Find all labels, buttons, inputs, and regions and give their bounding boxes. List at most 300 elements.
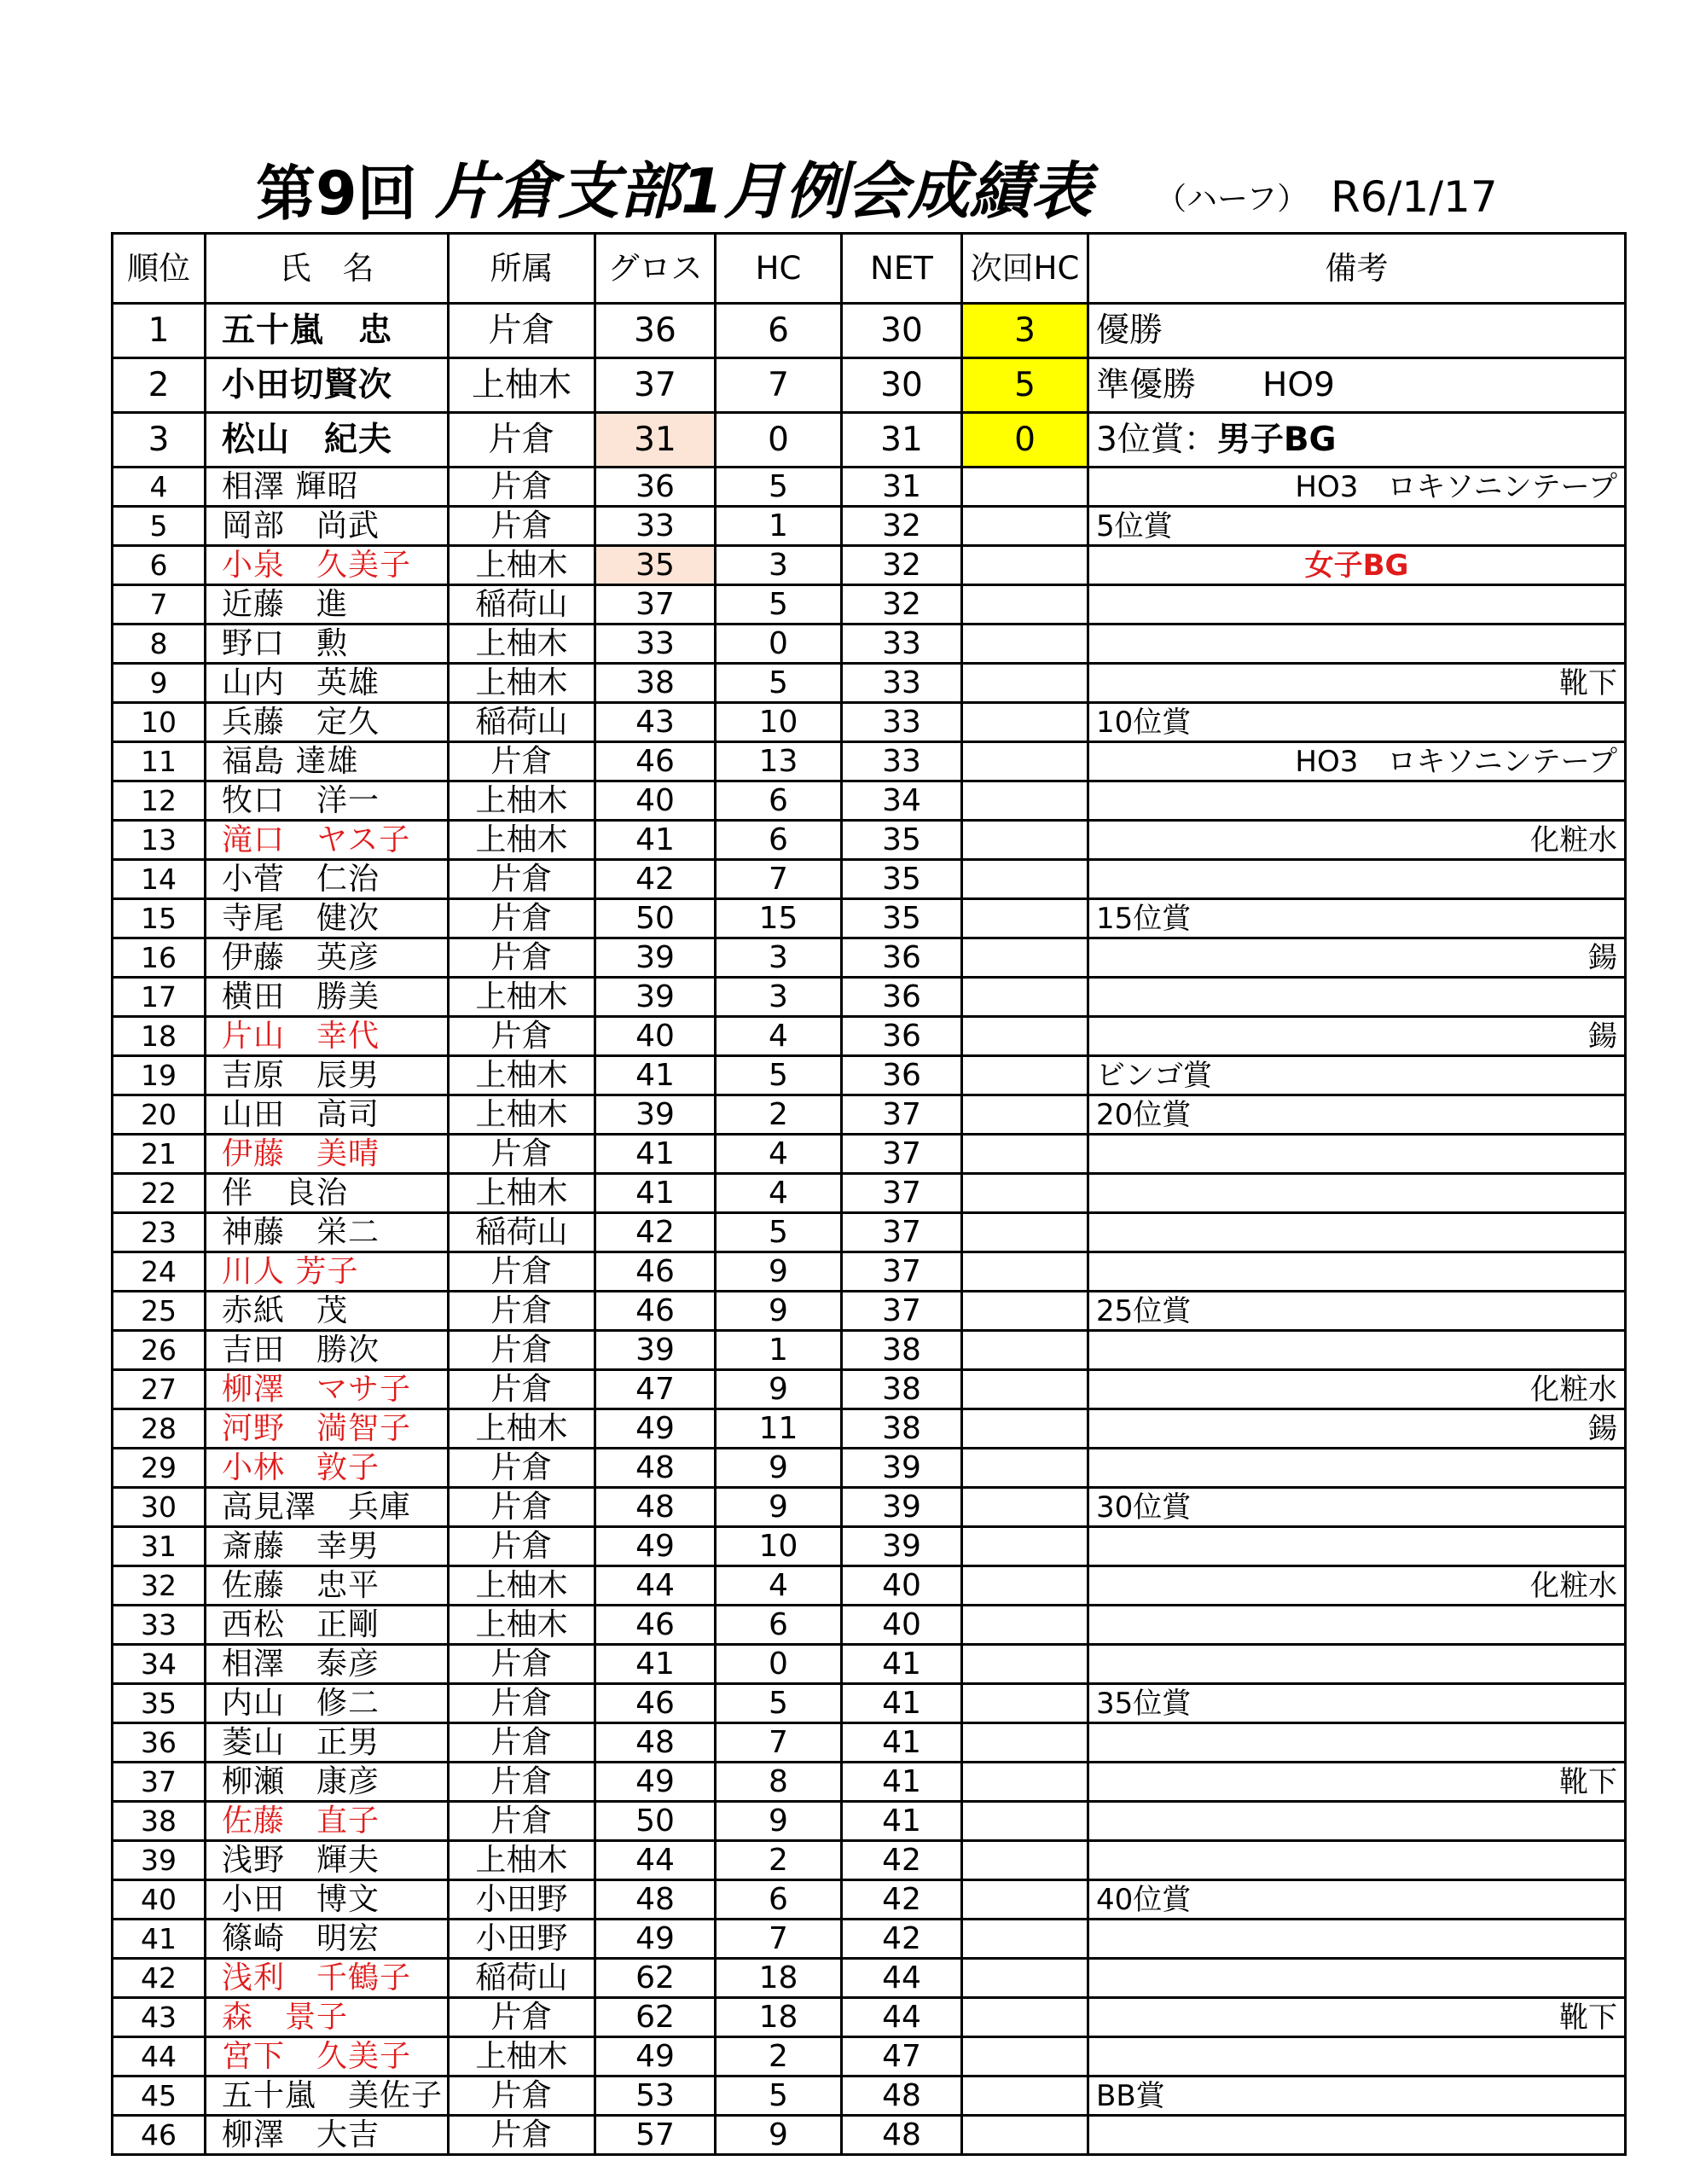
table-row — [113, 507, 1626, 546]
net-cell: 37 — [842, 1213, 962, 1252]
table-row — [113, 1920, 1626, 1959]
note-cell — [1088, 1213, 1626, 1252]
rank-cell: 25 — [113, 1292, 206, 1331]
note-cell: HO3 ロキソニンテープ — [1088, 468, 1626, 507]
name-cell: 篠崎 明宏 — [206, 1920, 449, 1959]
hc-cell: 9 — [716, 1370, 842, 1409]
next-hc-cell — [962, 1920, 1088, 1959]
table-row — [113, 1174, 1626, 1213]
gross-cell: 44 — [595, 1566, 716, 1606]
net-cell: 37 — [842, 1174, 962, 1213]
club-cell: 片倉 — [449, 413, 595, 468]
net-cell: 33 — [842, 742, 962, 781]
table-row — [113, 1606, 1626, 1645]
next-hc-cell — [962, 781, 1088, 821]
note-cell — [1088, 1920, 1626, 1959]
rank-cell: 34 — [113, 1645, 206, 1684]
name-cell: 西松 正剛 — [206, 1606, 449, 1645]
gross-cell: 41 — [595, 1645, 716, 1684]
next-hc-cell — [962, 1213, 1088, 1252]
next-hc-cell — [962, 1527, 1088, 1566]
gross-cell: 48 — [595, 1723, 716, 1763]
net-cell: 39 — [842, 1449, 962, 1488]
hc-cell: 15 — [716, 899, 842, 938]
note-cell: 化粧水 — [1088, 1566, 1626, 1606]
hc-cell: 4 — [716, 1174, 842, 1213]
gross-cell: 37 — [595, 585, 716, 624]
gross-cell: 42 — [595, 860, 716, 899]
name-cell: 近藤 進 — [206, 585, 449, 624]
gross-cell: 46 — [595, 1292, 716, 1331]
rank-cell: 12 — [113, 781, 206, 821]
rank-cell: 42 — [113, 1959, 206, 1998]
header-notes: 備考 — [1088, 234, 1626, 304]
note-cell — [1088, 1331, 1626, 1370]
name-cell: 山田 高司 — [206, 1095, 449, 1135]
gross-cell: 47 — [595, 1370, 716, 1409]
next-hc-cell — [962, 585, 1088, 624]
name-cell: 小田切賢次 — [206, 358, 449, 413]
gross-cell: 46 — [595, 1684, 716, 1723]
next-hc-cell — [962, 1959, 1088, 1998]
gross-cell: 36 — [595, 304, 716, 358]
hc-cell: 5 — [716, 468, 842, 507]
net-cell: 34 — [842, 781, 962, 821]
next-hc-cell — [962, 1409, 1088, 1449]
net-cell: 35 — [842, 860, 962, 899]
rank-cell: 19 — [113, 1056, 206, 1095]
next-hc-cell — [962, 1841, 1088, 1880]
name-cell: 佐藤 忠平 — [206, 1566, 449, 1606]
hc-cell: 9 — [716, 1292, 842, 1331]
club-cell: 片倉 — [449, 1017, 595, 1056]
name-cell: 柳澤 マサ子 — [206, 1370, 449, 1409]
next-hc-cell: 0 — [962, 413, 1088, 468]
next-hc-cell — [962, 2077, 1088, 2116]
next-hc-cell — [962, 1292, 1088, 1331]
note-cell: 鍚 — [1088, 1409, 1626, 1449]
title-date: R6/1/17 — [1331, 172, 1498, 222]
hc-cell: 6 — [716, 1880, 842, 1920]
table-row — [113, 899, 1626, 938]
rank-cell: 3 — [113, 413, 206, 468]
rank-cell: 17 — [113, 978, 206, 1017]
header-next-hc: 次回HC — [962, 234, 1088, 304]
club-cell: 片倉 — [449, 1135, 595, 1174]
club-cell: 片倉 — [449, 1252, 595, 1292]
gross-cell: 35 — [595, 546, 716, 585]
name-cell: 森 景子 — [206, 1998, 449, 2037]
note-cell: 5位賞 — [1088, 507, 1626, 546]
name-cell: 横田 勝美 — [206, 978, 449, 1017]
title-prefix: 第9回 — [256, 159, 417, 229]
rank-cell: 6 — [113, 546, 206, 585]
next-hc-cell — [962, 978, 1088, 1017]
header-hc: HC — [716, 234, 842, 304]
note-cell — [1088, 585, 1626, 624]
gross-cell: 46 — [595, 1252, 716, 1292]
name-cell: 吉田 勝次 — [206, 1331, 449, 1370]
title-kind: （ハーフ） — [1156, 182, 1308, 217]
rank-cell: 44 — [113, 2037, 206, 2077]
note-cell — [1088, 1723, 1626, 1763]
club-cell: 片倉 — [449, 468, 595, 507]
note-cell — [1088, 1802, 1626, 1841]
gross-cell: 57 — [595, 2116, 716, 2155]
club-cell: 小田野 — [449, 1920, 595, 1959]
name-cell: 山内 英雄 — [206, 664, 449, 703]
club-cell: 片倉 — [449, 1527, 595, 1566]
name-cell: 小泉 久美子 — [206, 546, 449, 585]
hc-cell: 1 — [716, 507, 842, 546]
gross-cell: 41 — [595, 1174, 716, 1213]
hc-cell: 4 — [716, 1017, 842, 1056]
rank-cell: 20 — [113, 1095, 206, 1135]
note-cell: 準優勝 HO9 — [1088, 358, 1626, 413]
hc-cell: 18 — [716, 1959, 842, 1998]
club-cell: 上柚木 — [449, 978, 595, 1017]
note-cell — [1088, 413, 1626, 468]
club-cell: 片倉 — [449, 742, 595, 781]
next-hc-cell — [962, 664, 1088, 703]
note-cell: 女子BG — [1088, 546, 1626, 585]
hc-cell: 18 — [716, 1998, 842, 2037]
table-row — [113, 358, 1626, 413]
hc-cell: 3 — [716, 978, 842, 1017]
net-cell: 37 — [842, 1292, 962, 1331]
next-hc-cell — [962, 1645, 1088, 1684]
note-cell: 靴下 — [1088, 1763, 1626, 1802]
name-cell: 赤紙 茂 — [206, 1292, 449, 1331]
name-cell: 伴 良治 — [206, 1174, 449, 1213]
note-cell: 15位賞 — [1088, 899, 1626, 938]
club-cell: 片倉 — [449, 1370, 595, 1409]
net-cell: 44 — [842, 1959, 962, 1998]
net-cell: 35 — [842, 899, 962, 938]
next-hc-cell — [962, 2116, 1088, 2155]
table-row — [113, 1998, 1626, 2037]
rank-cell: 23 — [113, 1213, 206, 1252]
club-cell: 上柚木 — [449, 781, 595, 821]
club-cell: 片倉 — [449, 1684, 595, 1723]
club-cell: 上柚木 — [449, 1606, 595, 1645]
net-cell: 41 — [842, 1684, 962, 1723]
note-cell: 化粧水 — [1088, 821, 1626, 860]
gross-cell: 40 — [595, 1017, 716, 1056]
table-row — [113, 1252, 1626, 1292]
name-cell: 斎藤 幸男 — [206, 1527, 449, 1566]
title-main: 片倉支部1月例会成績表 — [435, 155, 1093, 227]
name-cell: 佐藤 直子 — [206, 1802, 449, 1841]
table-row — [113, 860, 1626, 899]
gross-cell: 38 — [595, 664, 716, 703]
name-cell: 河野 満智子 — [206, 1409, 449, 1449]
club-cell: 片倉 — [449, 860, 595, 899]
rank-cell: 30 — [113, 1488, 206, 1527]
name-cell: 小菅 仁治 — [206, 860, 449, 899]
gross-cell: 39 — [595, 1331, 716, 1370]
table-row — [113, 1017, 1626, 1056]
header-gross: グロス — [595, 234, 716, 304]
table-row — [113, 938, 1626, 978]
gross-cell: 44 — [595, 1841, 716, 1880]
table-row — [113, 1566, 1626, 1606]
name-cell: 五十嵐 美佐子 — [206, 2077, 449, 2116]
table-row — [113, 664, 1626, 703]
hc-cell: 6 — [716, 1606, 842, 1645]
gross-cell: 31 — [595, 413, 716, 468]
hc-cell: 6 — [716, 304, 842, 358]
hc-cell: 4 — [716, 1566, 842, 1606]
gross-cell: 33 — [595, 624, 716, 664]
hc-cell: 0 — [716, 413, 842, 468]
next-hc-cell — [962, 1056, 1088, 1095]
note-cell: 化粧水 — [1088, 1370, 1626, 1409]
next-hc-cell — [962, 821, 1088, 860]
next-hc-cell — [962, 1606, 1088, 1645]
note-cell: 35位賞 — [1088, 1684, 1626, 1723]
rank-cell: 39 — [113, 1841, 206, 1880]
results-table — [111, 232, 1627, 2156]
hc-cell: 2 — [716, 1841, 842, 1880]
table-row — [113, 1409, 1626, 1449]
rank-cell: 21 — [113, 1135, 206, 1174]
name-cell: 片山 幸代 — [206, 1017, 449, 1056]
gross-cell: 49 — [595, 1763, 716, 1802]
header-net: NET — [842, 234, 962, 304]
next-hc-cell — [962, 1449, 1088, 1488]
hc-cell: 7 — [716, 1723, 842, 1763]
hc-cell: 4 — [716, 1135, 842, 1174]
gross-cell: 53 — [595, 2077, 716, 2116]
hc-cell: 5 — [716, 1213, 842, 1252]
table-row — [113, 1880, 1626, 1920]
rank-cell: 8 — [113, 624, 206, 664]
next-hc-cell — [962, 1174, 1088, 1213]
hc-cell: 5 — [716, 2077, 842, 2116]
club-cell: 上柚木 — [449, 821, 595, 860]
club-cell: 上柚木 — [449, 1095, 595, 1135]
name-cell: 神藤 栄二 — [206, 1213, 449, 1252]
table-row — [113, 1763, 1626, 1802]
table-row — [113, 468, 1626, 507]
table-row — [113, 585, 1626, 624]
name-cell: 浅利 千鶴子 — [206, 1959, 449, 1998]
next-hc-cell — [962, 1802, 1088, 1841]
note-cell — [1088, 1606, 1626, 1645]
next-hc-cell — [962, 507, 1088, 546]
next-hc-cell — [962, 1135, 1088, 1174]
net-cell: 39 — [842, 1527, 962, 1566]
name-cell: 滝口 ヤス子 — [206, 821, 449, 860]
net-cell: 37 — [842, 1252, 962, 1292]
name-cell: 兵藤 定久 — [206, 703, 449, 742]
name-cell: 松山 紀夫 — [206, 413, 449, 468]
next-hc-cell: 3 — [962, 304, 1088, 358]
table-row — [113, 1723, 1626, 1763]
note-cell: HO3 ロキソニンテープ — [1088, 742, 1626, 781]
name-cell: 岡部 尚武 — [206, 507, 449, 546]
club-cell: 片倉 — [449, 1331, 595, 1370]
club-cell: 片倉 — [449, 1645, 595, 1684]
name-cell: 福島 達雄 — [206, 742, 449, 781]
club-cell: 片倉 — [449, 1488, 595, 1527]
club-cell: 片倉 — [449, 1292, 595, 1331]
note-cell: 優勝 — [1088, 304, 1626, 358]
next-hc-cell — [962, 1998, 1088, 2037]
net-cell: 33 — [842, 703, 962, 742]
rank-cell: 29 — [113, 1449, 206, 1488]
next-hc-cell: 5 — [962, 358, 1088, 413]
hc-cell: 5 — [716, 585, 842, 624]
name-cell: 吉原 辰男 — [206, 1056, 449, 1095]
table-header-row — [113, 234, 1626, 304]
name-cell: 伊藤 英彦 — [206, 938, 449, 978]
note-cell: BB賞 — [1088, 2077, 1626, 2116]
table-row — [113, 1213, 1626, 1252]
hc-cell: 2 — [716, 2037, 842, 2077]
table-row — [113, 1095, 1626, 1135]
club-cell: 上柚木 — [449, 2037, 595, 2077]
club-cell: 稲荷山 — [449, 1959, 595, 1998]
next-hc-cell — [962, 1723, 1088, 1763]
net-cell: 38 — [842, 1409, 962, 1449]
net-cell: 42 — [842, 1880, 962, 1920]
next-hc-cell — [962, 2037, 1088, 2077]
note-cell — [1088, 781, 1626, 821]
net-cell: 36 — [842, 938, 962, 978]
note-cell: 30位賞 — [1088, 1488, 1626, 1527]
hc-cell: 5 — [716, 1684, 842, 1723]
rank-cell: 31 — [113, 1527, 206, 1566]
next-hc-cell — [962, 938, 1088, 978]
club-cell: 片倉 — [449, 1998, 595, 2037]
table-row — [113, 742, 1626, 781]
note-cell — [1088, 978, 1626, 1017]
club-cell: 稲荷山 — [449, 585, 595, 624]
club-cell: 上柚木 — [449, 546, 595, 585]
name-cell: 相澤 輝昭 — [206, 468, 449, 507]
gross-cell: 41 — [595, 821, 716, 860]
note-cell: 靴下 — [1088, 1998, 1626, 2037]
name-cell: 内山 修二 — [206, 1684, 449, 1723]
net-cell: 37 — [842, 1095, 962, 1135]
rank-cell: 7 — [113, 585, 206, 624]
note-cell — [1088, 1252, 1626, 1292]
hc-cell: 6 — [716, 821, 842, 860]
rank-cell: 45 — [113, 2077, 206, 2116]
net-cell: 40 — [842, 1566, 962, 1606]
rank-cell: 35 — [113, 1684, 206, 1723]
club-cell: 片倉 — [449, 2077, 595, 2116]
net-cell: 44 — [842, 1998, 962, 2037]
rank-cell: 22 — [113, 1174, 206, 1213]
note-cell — [1088, 624, 1626, 664]
hc-cell: 0 — [716, 1645, 842, 1684]
hc-cell: 7 — [716, 860, 842, 899]
next-hc-cell — [962, 742, 1088, 781]
rank-cell: 28 — [113, 1409, 206, 1449]
header-club: 所属 — [449, 234, 595, 304]
gross-cell: 48 — [595, 1449, 716, 1488]
name-cell: 柳澤 大吉 — [206, 2116, 449, 2155]
note-text: 3位賞： — [1096, 421, 1217, 459]
next-hc-cell — [962, 1488, 1088, 1527]
table-row — [113, 781, 1626, 821]
gross-cell: 48 — [595, 1488, 716, 1527]
gross-cell: 41 — [595, 1056, 716, 1095]
note-cell — [1088, 1174, 1626, 1213]
gross-cell: 43 — [595, 703, 716, 742]
name-cell: 相澤 泰彦 — [206, 1645, 449, 1684]
note-cell — [1088, 1841, 1626, 1880]
gross-cell: 49 — [595, 1409, 716, 1449]
next-hc-cell — [962, 1684, 1088, 1723]
hc-cell: 10 — [716, 1527, 842, 1566]
table-row — [113, 1331, 1626, 1370]
gross-cell: 39 — [595, 1095, 716, 1135]
table-row — [113, 1292, 1626, 1331]
note-cell — [1088, 1645, 1626, 1684]
note-bold-text: 男子BG — [1216, 421, 1337, 459]
gross-cell: 49 — [595, 1920, 716, 1959]
hc-cell: 9 — [716, 1488, 842, 1527]
gross-cell: 39 — [595, 978, 716, 1017]
table-row — [113, 304, 1626, 358]
gross-cell: 33 — [595, 507, 716, 546]
table-row — [113, 821, 1626, 860]
next-hc-cell — [962, 624, 1088, 664]
club-cell: 片倉 — [449, 1763, 595, 1802]
net-cell: 33 — [842, 624, 962, 664]
net-cell: 40 — [842, 1606, 962, 1645]
hc-cell: 5 — [716, 664, 842, 703]
rank-cell: 13 — [113, 821, 206, 860]
gross-cell: 49 — [595, 1527, 716, 1566]
gross-cell: 62 — [595, 1998, 716, 2037]
club-cell: 片倉 — [449, 1802, 595, 1841]
name-cell: 浅野 輝夫 — [206, 1841, 449, 1880]
rank-cell: 2 — [113, 358, 206, 413]
next-hc-cell — [962, 1880, 1088, 1920]
net-cell: 42 — [842, 1841, 962, 1880]
rank-cell: 41 — [113, 1920, 206, 1959]
name-cell: 野口 勲 — [206, 624, 449, 664]
table-row — [113, 546, 1626, 585]
rank-cell: 33 — [113, 1606, 206, 1645]
table-row — [113, 1802, 1626, 1841]
club-cell: 上柚木 — [449, 664, 595, 703]
gross-cell: 42 — [595, 1213, 716, 1252]
page-title — [256, 155, 1535, 235]
net-cell: 42 — [842, 1920, 962, 1959]
next-hc-cell — [962, 860, 1088, 899]
next-hc-cell — [962, 703, 1088, 742]
hc-cell: 9 — [716, 1252, 842, 1292]
next-hc-cell — [962, 1566, 1088, 1606]
club-cell: 上柚木 — [449, 1409, 595, 1449]
hc-cell: 13 — [716, 742, 842, 781]
net-cell: 47 — [842, 2037, 962, 2077]
net-cell: 38 — [842, 1331, 962, 1370]
rank-cell: 38 — [113, 1802, 206, 1841]
header-name: 氏 名 — [206, 234, 449, 304]
note-cell — [1088, 1135, 1626, 1174]
club-cell: 片倉 — [449, 304, 595, 358]
table-row — [113, 703, 1626, 742]
name-cell: 小林 敦子 — [206, 1449, 449, 1488]
header-rank: 順位 — [113, 234, 206, 304]
